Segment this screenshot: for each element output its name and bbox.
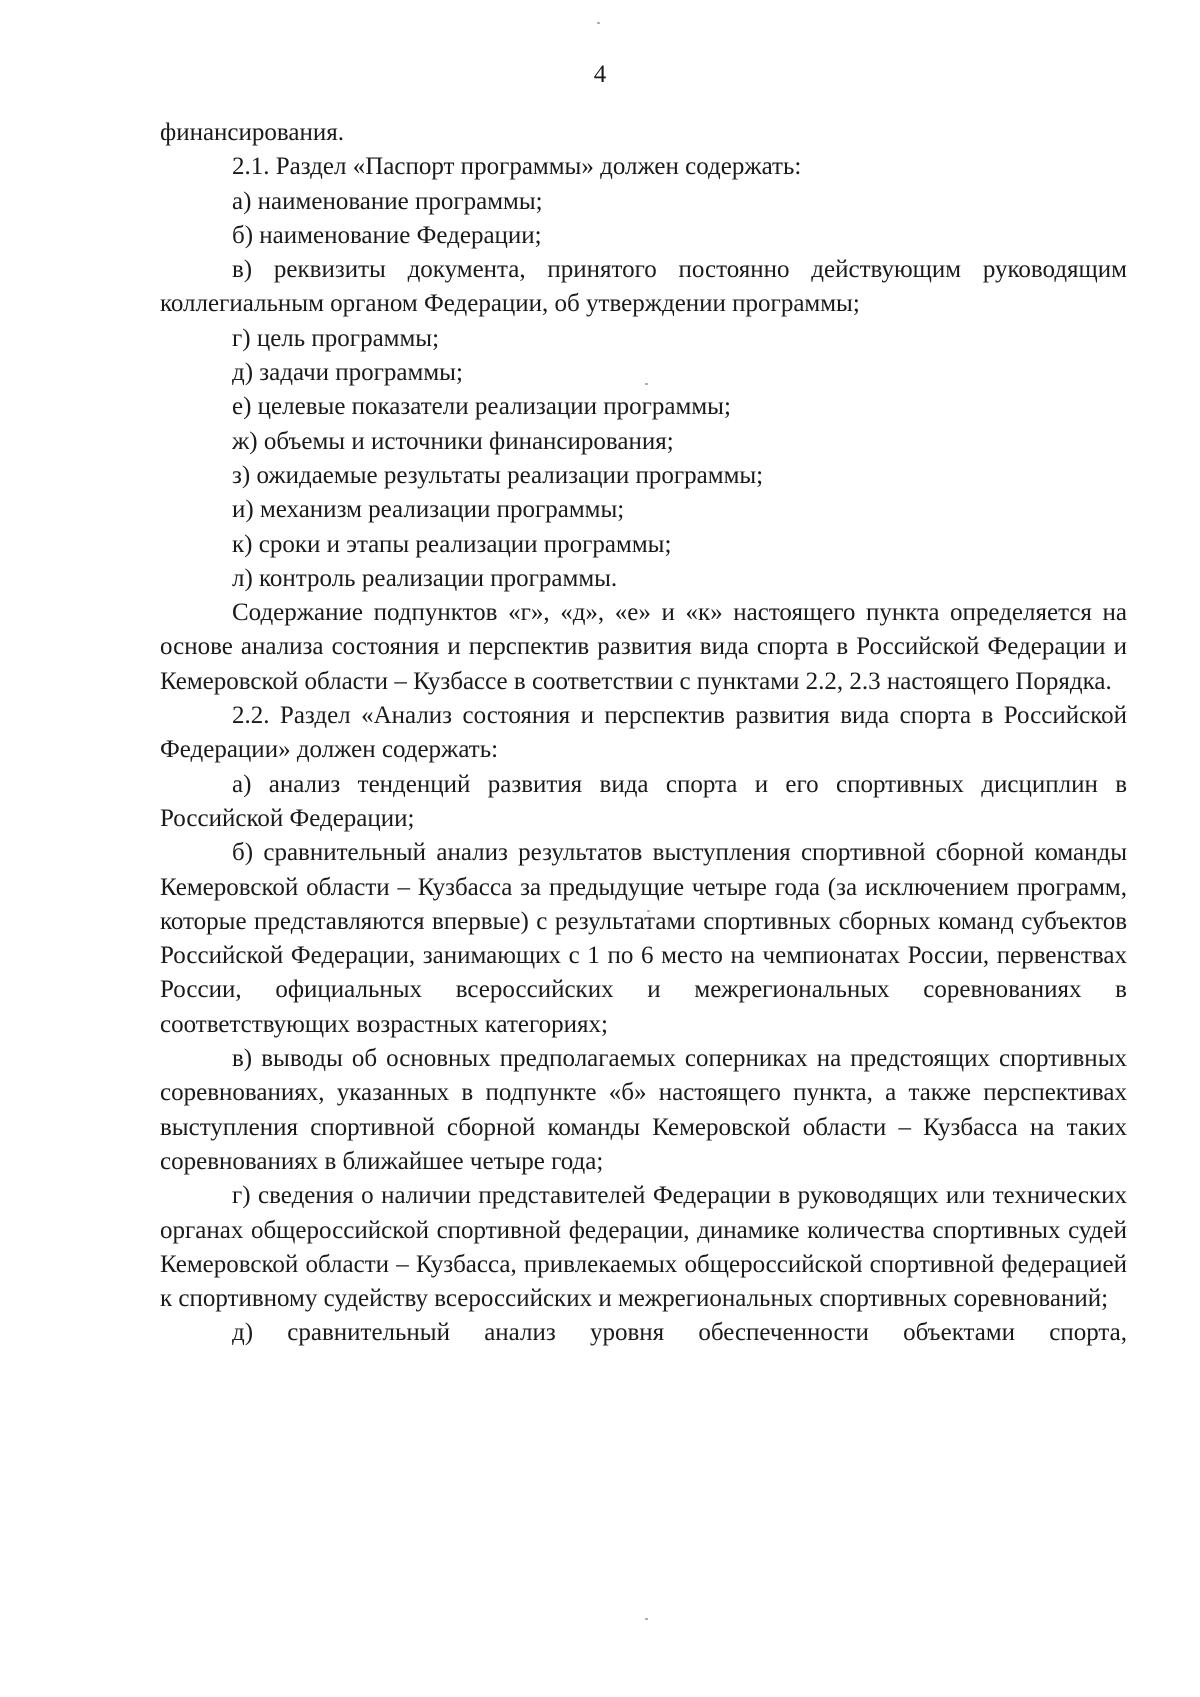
- scan-speck: [597, 22, 600, 24]
- list-item-2-2-b: б) сравнительный анализ результатов выступления спортивной сборной команды Кемеровской области – Кузбасса за предыдущие четыре года (за исключением программ, которые представляются впервые) с результатами спортивных сборных команд субъектов Российской Федерации, занимающих с 1 по 6 место на чемпионатах России, первенствах России, официальных всероссийских и межрегиональных соревнованиях в соответствующих возрастных категориях;: [160, 839, 1127, 1038]
- list-item-a: а) наименование программы;: [232, 187, 543, 215]
- list-item-i: и) механизм реализации программы;: [232, 496, 625, 524]
- list-item-zh: ж) объемы и источники финансирования;: [232, 427, 674, 455]
- paragraph-continuation: финансирования.: [160, 119, 344, 146]
- list-item-k: к) сроки и этапы реализации программы;: [232, 530, 672, 558]
- paragraph-content-note: Содержание подпунктов «г», «д», «е» и «к» настоящего пункта определяется на основе анализа состояния и перспектив развития вида спорта в Российской Федерации и Кемеровской области – Кузбассе в соответствии с пунктами 2.2, 2.3 настоящего Порядка.: [160, 599, 1127, 695]
- section-heading-2-1: 2.1. Раздел «Паспорт программы» должен содержать:: [232, 153, 802, 181]
- list-item-v: в) реквизиты документа, принятого постоянно действующим руководящим коллегиальным органом Федерации, об утверждении программы;: [160, 256, 1127, 318]
- section-heading-2-2: 2.2. Раздел «Анализ состояния и перспектив развития вида спорта в Российской Федерации» должен содержать:: [160, 702, 1127, 764]
- list-item-2-2-g: г) сведения о наличии представителей Федерации в руководящих или технических органах общероссийской спортивной федерации, динамике количества спортивных судей Кемеровской области – Кузбасса, привлекаемых общероссийской спортивной федерацией к спортивному судейству всероссийских и межрегиональных спортивных соревнований;: [160, 1182, 1127, 1313]
- page-number: 4: [593, 61, 607, 88]
- list-item-g: г) цель программы;: [232, 324, 440, 352]
- list-item-z: з) ожидаемые результаты реализации программы;: [232, 461, 764, 489]
- scan-speck: [645, 1618, 648, 1620]
- list-item-e: е) целевые показатели реализации программы;: [232, 393, 731, 421]
- list-item-d: д) задачи программы;: [232, 359, 463, 387]
- document-body: [160, 116, 1127, 1351]
- list-item-b: б) наименование Федерации;: [232, 221, 542, 249]
- list-item-2-2-a: а) анализ тенденций развития вида спорта и его спортивных дисциплин в Российской Федерации;: [160, 770, 1127, 832]
- list-item-2-2-v: в) выводы об основных предполагаемых соперниках на предстоящих спортивных соревнованиях, указанных в подпункте «б» настоящего пункта, а также перспективах выступления спортивной сборной команды Кемеровской области – Кузбасса на таких соревнованиях в ближайшее четыре года;: [160, 1045, 1127, 1175]
- list-item-l: л) контроль реализации программы.: [232, 564, 618, 592]
- list-item-2-2-d: д) сравнительный анализ уровня обеспеченности объектами спорта,: [232, 1319, 1127, 1347]
